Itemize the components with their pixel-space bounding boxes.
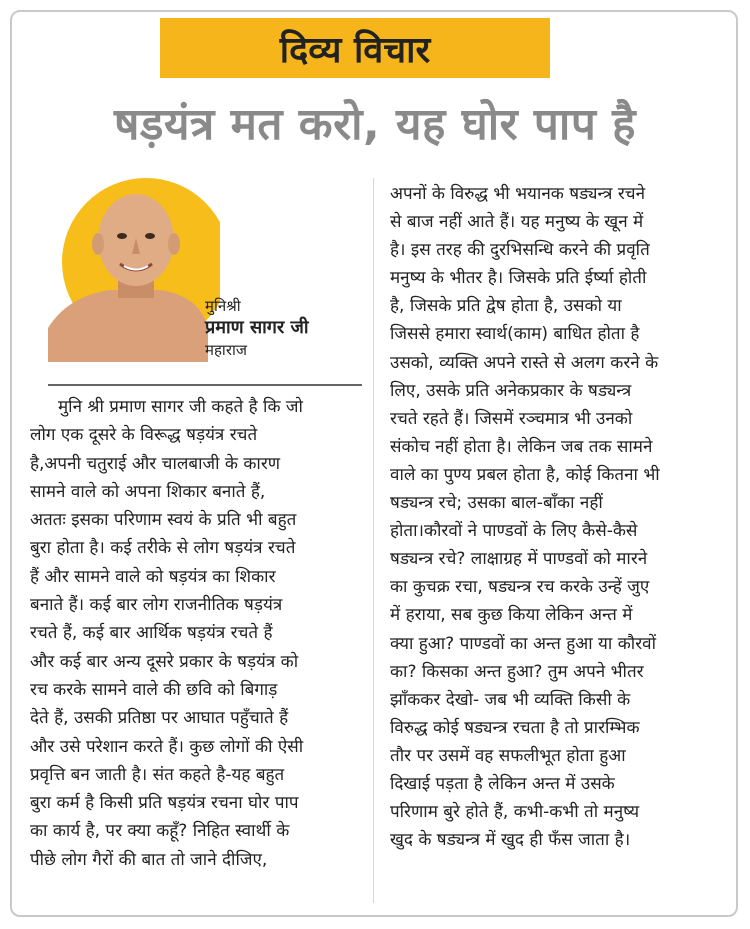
body-line: वाले का पुण्य प्रबल होता है, कोई कितना भी (390, 464, 660, 485)
body-line: बुरा होता है। कई तरीके से लोग षड़यंत्र रचते (30, 538, 296, 559)
body-line: जिससे हमारा स्वार्थ(काम) बाधित होता है (390, 324, 640, 345)
section-banner (160, 18, 550, 78)
body-line: अपनों के विरुद्ध भी भयानक षड्यन्त्र रचने (390, 184, 646, 204)
body-line: क्या हुआ? पाण्डवों का अन्त हुआ या कौरवों (390, 633, 656, 654)
left-column (30, 393, 360, 874)
body-line: षड्यन्त्र रचे? लाक्षाग्रह में पाण्डवों को मारने (390, 549, 648, 570)
body-line: और कई बार अन्य दूसरे प्रकार के षड़यंत्र को (30, 651, 299, 672)
body-line: मनुष्य के भीतर है। जिसके प्रति ईर्ष्या होती (390, 268, 647, 289)
body-line: है,अपनी चतुराई और चालबाजी के कारण (30, 453, 281, 474)
body-line: बनाते हैं। कई बार लोग राजनीतिक षड़यंत्र (30, 595, 283, 616)
body-line: सामने वाले को अपना शिकार बनाते हैं, (30, 481, 266, 502)
body-line: झाँककर देखो- जब भी व्यक्ति किसी के (390, 689, 631, 710)
author-name: प्रमाण सागर जी (205, 317, 309, 338)
body-line: रचते हैं, कई बार आर्थिक षड़यंत्र रचते हैं (30, 623, 273, 644)
body-line: षड्यन्त्र रचे; उसका बाल-बाँका नहीं (390, 493, 603, 514)
body-line: से बाज नहीं आते हैं। यह मनुष्य के खून में (390, 212, 644, 233)
body-line: उसको, व्यक्ति अपने रास्ते से अलग करने के (390, 352, 659, 373)
body-line: देते हैं, उसकी प्रतिष्ठा पर आघात पहुँचाते हैं (30, 708, 289, 729)
headline: षड़यंत्र मत करो, यह घोर पाप है (113, 99, 636, 150)
right-column (390, 180, 720, 854)
author-suffix: महाराज (205, 341, 247, 359)
body-line: लोग एक दूसरे के विरूद्ध षड़यंत्र रचते (30, 425, 258, 446)
body-line: में हराया, सब कुछ किया लेकिन अन्त में (390, 605, 633, 626)
body-line: पीछे लोग गैरों की बात तो जाने दीजिए, (30, 849, 268, 870)
body-line: दिखाई पड़ता है लेकिन अन्त में उसके (390, 773, 615, 794)
body-line: प्रवृत्ति बन जाती है। संत कहते है-यह बहुत (30, 764, 285, 785)
section-label: दिव्य विचार (279, 29, 431, 71)
body-line: अततः इसका परिणाम स्वयं के प्रति भी बहुत (30, 510, 297, 531)
body-line: का कुचक्र रचा, षड्यन्त्र रच करके उन्हें जुए (390, 577, 650, 598)
body-line: बुरा कर्म है किसी प्रति षड़यंत्र रचना घोर पाप (30, 793, 299, 814)
body-line: और उसे परेशान करते हैं। कुछ लोगों की ऐसी (30, 736, 304, 757)
body-line: होता।कौरवों ने पाण्डवों के लिए कैसे-कैसे (390, 521, 638, 542)
body-line: का? किसका अन्त हुआ? तुम अपने भीतर (390, 661, 644, 682)
body-line: लिए, उसके प्रति अनेकप्रकार के षड्यन्त्र (390, 380, 632, 401)
body-line: संकोच नहीं होता है। लेकिन जब तक सामने (390, 436, 653, 457)
body-line: है, जिसके प्रति द्वेष होता है, उसको या (390, 296, 622, 317)
body-line: रचते रहते हैं। जिसमें रञ्चमात्र भी उनको (390, 408, 633, 429)
author-portrait (48, 178, 220, 362)
body-line: विरुद्ध कोई षड्यन्त्र रचता है तो प्रारम्भिक (390, 717, 640, 738)
author-divider (48, 384, 362, 386)
body-line: मुनि श्री प्रमाण सागर जी कहते है कि जो (58, 397, 303, 417)
body-line: खुद के षड्यन्त्र में खुद ही फँस जाता है। (390, 830, 631, 851)
body-line: का कार्य है, पर क्या कहूँ? निहित स्वार्थी के (30, 821, 290, 842)
body-line: परिणाम बुरे होते हैं, कभी-कभी तो मनुष्य (390, 802, 640, 823)
column-divider (373, 178, 374, 903)
body-line: तौर पर उसमें वह सफलीभूत होता हुआ (390, 745, 626, 766)
body-line: रच करके सामने वाले की छवि को बिगाड़ (30, 679, 278, 700)
body-line: हैं और सामने वाले को षड़यंत्र का शिकार (30, 566, 276, 587)
portrait-image (48, 178, 220, 362)
author-block (205, 296, 365, 360)
body-line: है। इस तरह की दुरभिसन्धि करने की प्रवृति (390, 240, 650, 261)
author-prefix: मुनिश्री (205, 297, 241, 315)
